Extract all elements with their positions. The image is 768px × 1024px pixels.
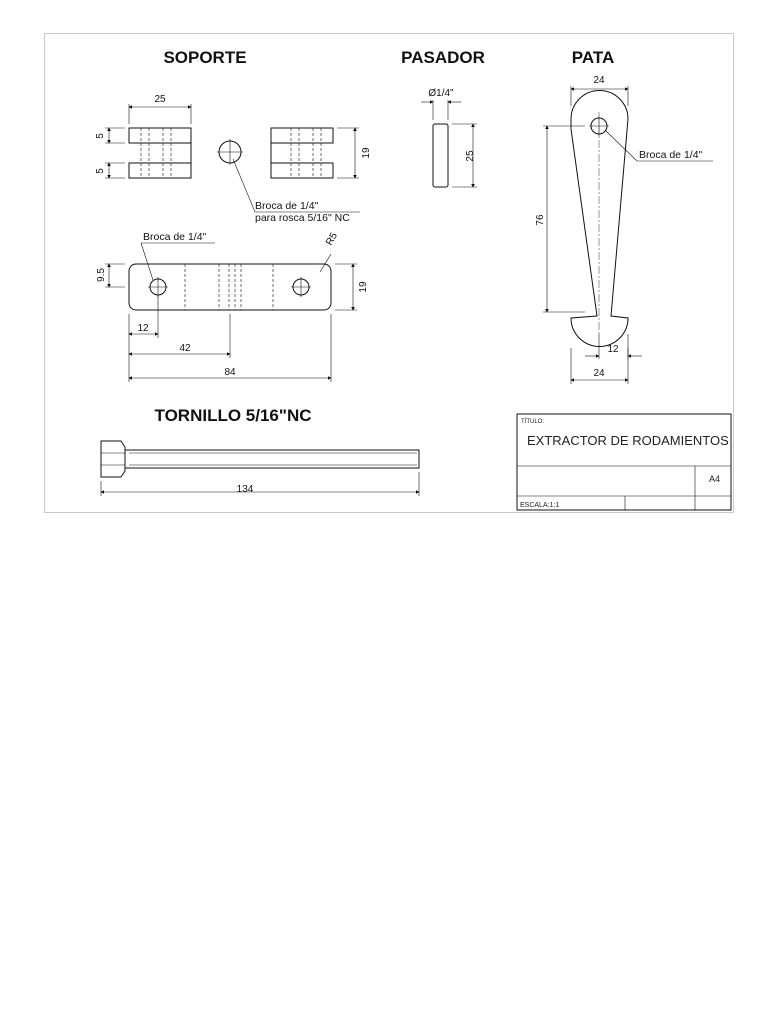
note-drill-thread-1: Broca de 1/4"	[255, 200, 319, 212]
dim-pata-top-width: 24	[593, 75, 605, 86]
dim-soporte-width: 25	[154, 94, 166, 105]
tornillo-view	[101, 441, 419, 496]
tornillo-title: TORNILLO 5/16"NC	[154, 406, 312, 425]
dim-length: 84	[224, 367, 236, 378]
soporte-top-view	[105, 104, 360, 212]
note-drill-thread-2: para rosca 5/16" NC	[255, 212, 350, 224]
dim-soporte-height-front: 19	[358, 281, 369, 293]
dim-soporte-height-top: 19	[361, 147, 372, 159]
dim-pata-bottom-offset: 12	[607, 344, 619, 355]
dim-soporte-slot-2: 5	[95, 168, 106, 174]
title-block-size: A4	[709, 474, 721, 484]
dim-tornillo-length: 134	[236, 484, 254, 495]
dim-center-x: 42	[179, 343, 191, 354]
note-drill: Broca de 1/4"	[143, 231, 207, 243]
dim-pasador-diameter: Ø1/4"	[428, 88, 454, 99]
pata-view	[543, 86, 713, 384]
dim-pata-bottom-width: 24	[593, 368, 605, 379]
soporte-front-view	[105, 243, 357, 382]
pasador-title: PASADOR	[401, 48, 485, 67]
title-block-small-label: TÍTULO:	[521, 419, 545, 425]
dim-soporte-slot-1: 5	[95, 133, 106, 139]
title-block-scale: ESCALA:1:1	[520, 502, 560, 509]
dim-hole-x: 12	[137, 323, 149, 334]
soporte-title: SOPORTE	[163, 48, 247, 67]
dim-radius: R5	[324, 230, 340, 248]
pasador-view	[421, 100, 477, 187]
dim-pasador-length: 25	[465, 150, 476, 162]
title-block	[517, 414, 731, 510]
title-block-name: EXTRACTOR DE RODAMIENTOS	[527, 433, 729, 448]
dim-hole-offset: 9.5	[96, 268, 107, 282]
drawing-sheet	[44, 33, 734, 513]
dim-pata-length: 76	[535, 214, 546, 226]
note-pata-drill: Broca de 1/4"	[639, 149, 703, 161]
pata-title: PATA	[571, 48, 615, 67]
technical-drawing	[45, 34, 733, 512]
